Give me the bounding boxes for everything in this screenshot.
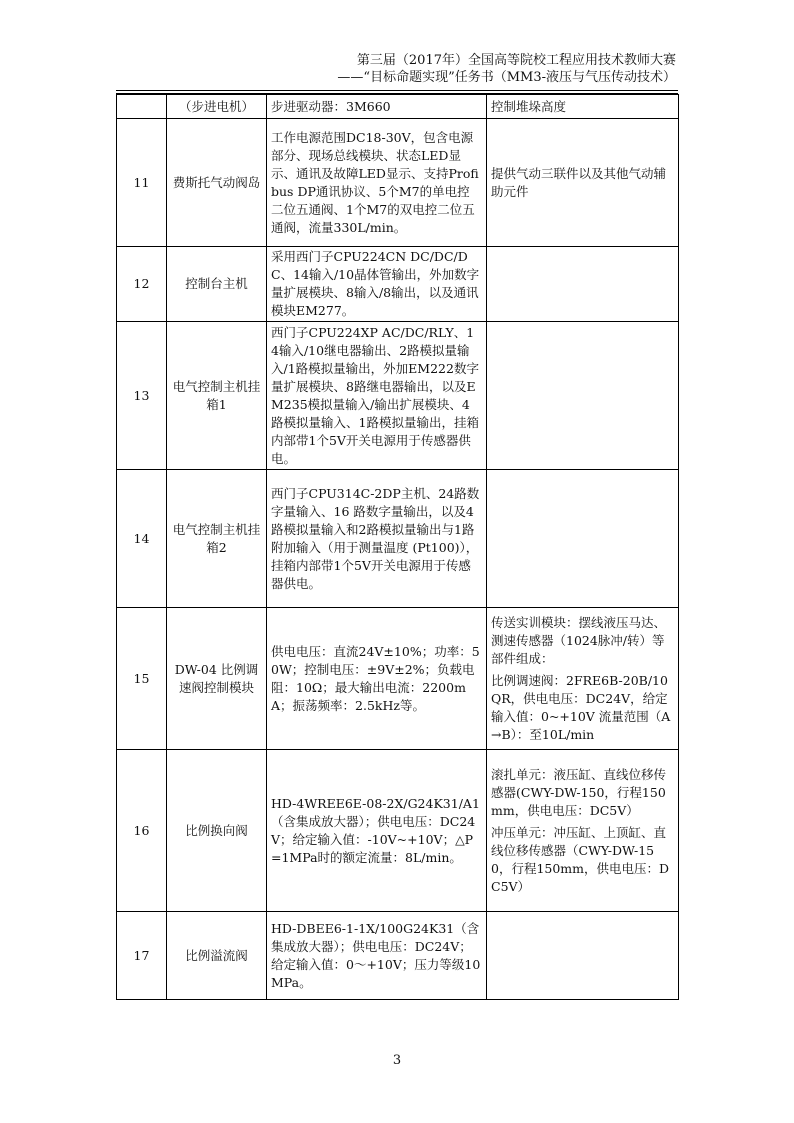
item-remark-cell xyxy=(487,912,679,1000)
header-title: 第三届（2017年）全国高等院校工程应用技术教师大赛 xyxy=(356,53,676,68)
item-spec-cell: 西门子CPU224XP AC/DC/RLY、14输入/10继电器输出、2路模拟量输入/1路模拟量输出，外加EM222数字量扩展模块、8路继电器输出，以及EM235模拟量输入/输出扩展模块、4路模拟量输入、1路模拟量输出，挂箱内部带1个5V开关电源用于传感器供电。 xyxy=(267,322,487,470)
item-number-cell: 14 xyxy=(117,470,167,608)
remark-paragraph: 提供气动三联件以及其他气动辅助元件 xyxy=(491,165,667,199)
header-subtitle: ——“目标命题实现”任务书（MM3-液压与气压传动技术） xyxy=(337,70,676,85)
remark-paragraph: 传送实训模块：摆线液压马达、测速传感器（1024脉冲/转）等部件组成： xyxy=(491,614,667,666)
page-number: 3 xyxy=(392,1053,402,1068)
item-name-cell: 电气控制主机挂箱1 xyxy=(167,322,267,470)
item-spec-cell: 西门子CPU314C-2DP主机、24路数字量输入、16 路数字量输出，以及4路模拟量输入和2路模拟量输出与1路附加输入（用于测量温度 (Pt100)），挂箱内部带1个5V开关电源用于传感器供电。 xyxy=(267,470,487,608)
remark-paragraph: 滚扎单元：液压缸、直线位移传感器(CWY-DW-150，行程150mm，供电电压：DC5V） xyxy=(491,766,667,818)
item-remark-cell xyxy=(487,247,679,322)
item-number-cell: 13 xyxy=(117,322,167,470)
table-row xyxy=(117,322,679,470)
item-spec-cell: HD-4WREE6E-08-2X/G24K31/A1（含集成放大器）；供电电压：DC24V；给定输入值：-10V~+10V；△P=1MPa时的额定流量：8L/min。 xyxy=(267,750,487,912)
header-rule xyxy=(116,90,678,91)
item-spec-cell: 采用西门子CPU224CN DC/DC/DC、14输入/10晶体管输出，外加数字量扩展模块、8输入/8输出，以及通讯模块EM277。 xyxy=(267,247,487,322)
equipment-table-body xyxy=(117,95,679,1000)
item-number-cell: 12 xyxy=(117,247,167,322)
item-name-cell: 电气控制主机挂箱2 xyxy=(167,470,267,608)
table-row xyxy=(117,247,679,322)
item-number-cell: 17 xyxy=(117,912,167,1000)
item-remark-cell xyxy=(487,322,679,470)
remark-paragraph: 冲压单元：冲压缸、上顶缸、直线位移传感器（CWY-DW-150，行程150mm，供电电压：DC5V） xyxy=(491,824,670,894)
item-remark-cell xyxy=(487,750,679,912)
item-name-cell: 比例换向阀 xyxy=(167,750,267,912)
table-row xyxy=(117,470,679,608)
remark-paragraph: 比例调速阀：2FRE6B-20B/10QR，供电电压：DC24V，给定输入值：0~+10V 流量范围（A→B）：至10L/min xyxy=(491,672,671,742)
item-remark-cell xyxy=(487,95,679,119)
item-name-cell: 控制台主机 xyxy=(167,247,267,322)
item-number-cell: 16 xyxy=(117,750,167,912)
table-row xyxy=(117,750,679,912)
item-number-cell: 11 xyxy=(117,119,167,247)
item-number-cell xyxy=(117,95,167,119)
item-remark-cell xyxy=(487,470,679,608)
table-row xyxy=(117,912,679,1000)
item-remark-cell xyxy=(487,119,679,247)
item-spec-cell: 步进驱动器：3M660 xyxy=(267,95,487,119)
table-row xyxy=(117,95,679,119)
item-name-cell: 比例溢流阀 xyxy=(167,912,267,1000)
remark-paragraph: 控制堆垛高度 xyxy=(491,98,567,114)
table-row xyxy=(117,119,679,247)
item-spec-cell: 工作电源范围DC18-30V，包含电源部分、现场总线模块、状态LED显示、通讯及故障LED显示、支持Profibus DP通讯协议、5个M7的单电控二位五通阀、1个M7的双电控二位五通阀，流量330L/min。 xyxy=(267,119,487,247)
item-name-cell: 费斯托气动阀岛 xyxy=(167,119,267,247)
item-spec-cell: HD-DBEE6-1-1X/100G24K31（含集成放大器）；供电电压：DC24V；给定输入值：0～+10V；压力等级10MPa。 xyxy=(267,912,487,1000)
page-header xyxy=(337,52,676,86)
table-row xyxy=(117,608,679,750)
item-name-cell: （步进电机） xyxy=(167,95,267,119)
equipment-table xyxy=(116,94,679,1000)
item-remark-cell xyxy=(487,608,679,750)
item-number-cell: 15 xyxy=(117,608,167,750)
item-spec-cell: 供电电压：直流24V±10%；功率：50W；控制电压：±9V±2%；负载电阻：10Ω；最大输出电流：2200mA；振荡频率：2.5kHz等。 xyxy=(267,608,487,750)
item-name-cell: DW-04 比例调速阀控制模块 xyxy=(167,608,267,750)
